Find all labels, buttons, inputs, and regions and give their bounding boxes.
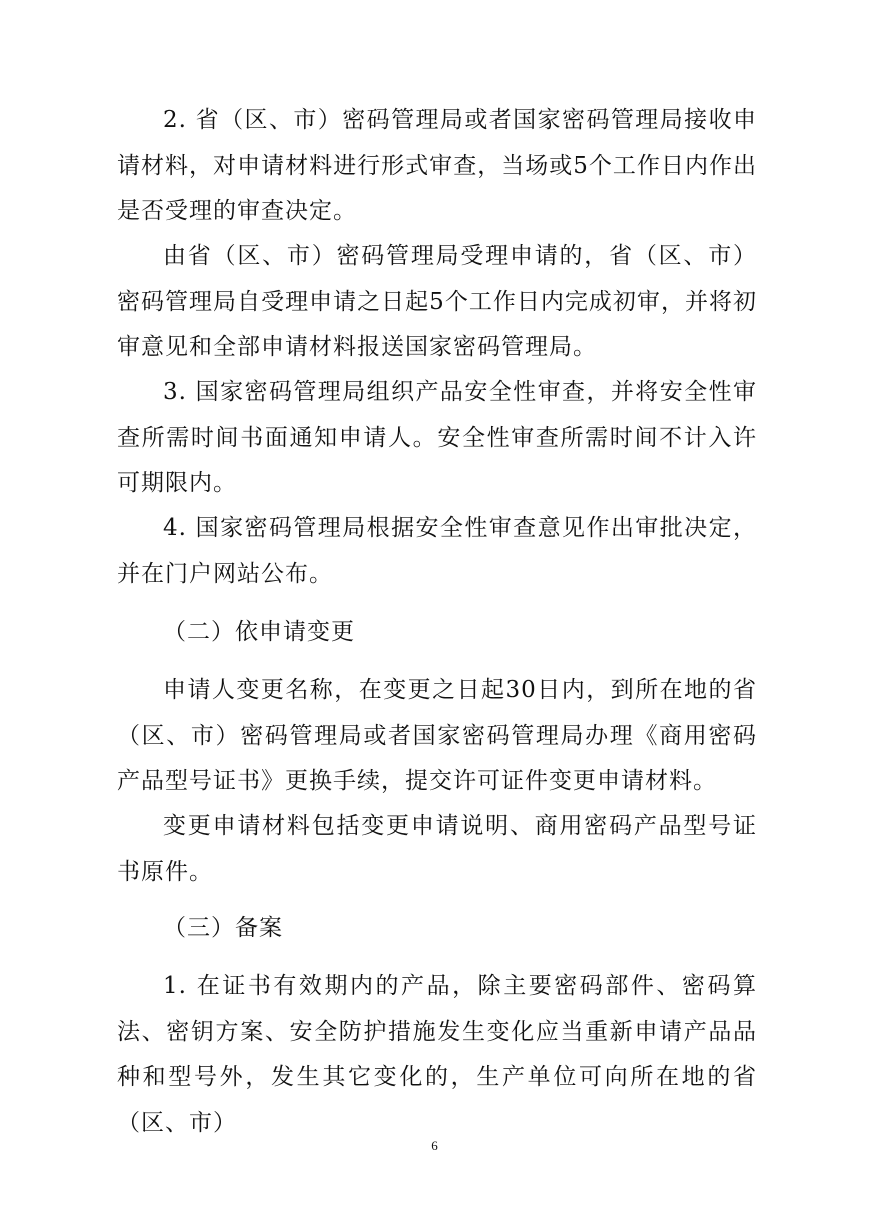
paragraph-change-application: 申请人变更名称，在变更之日起30日内，到所在地的省（区、市）密码管理局或者国家密码管理局办理《商用密码产品型号证书》更换手续，提交许可证件变更申请材料。 xyxy=(117,677,757,794)
paragraph-security-review: 3. 国家密码管理局组织产品安全性审查，并将安全性审查所需时间书面通知申请人。安全性审查所需时间不计入许可期限内。 xyxy=(117,379,757,496)
paragraph-approval-decision: 4. 国家密码管理局根据安全性审查意见作出审批决定，并在门户网站公布。 xyxy=(117,515,757,587)
page-number: 6 xyxy=(431,1138,438,1153)
paragraph-filing-conditions: 1. 在证书有效期内的产品，除主要密码部件、密码算法、密钥方案、安全防护措施发生变化应当重新申请产品品种和型号外，发生其它变化的，生产单位可向所在地的省（区、市） xyxy=(117,973,757,1136)
paragraph-change-materials: 变更申请材料包括变更申请说明、商用密码产品型号证书原件。 xyxy=(117,813,757,885)
paragraph-preliminary-review: 由省（区、市）密码管理局受理申请的，省（区、市）密码管理局自受理申请之日起5个工作日内完成初审，并将初审意见和全部申请材料报送国家密码管理局。 xyxy=(117,243,757,360)
section-heading-change: （二）依申请变更 xyxy=(163,619,355,645)
section-heading-filing: （三）备案 xyxy=(163,915,283,941)
paragraph-acceptance-review: 2. 省（区、市）密码管理局或者国家密码管理局接收申请材料，对申请材料进行形式审查，当场或5个工作日内作出是否受理的审查决定。 xyxy=(117,107,757,224)
